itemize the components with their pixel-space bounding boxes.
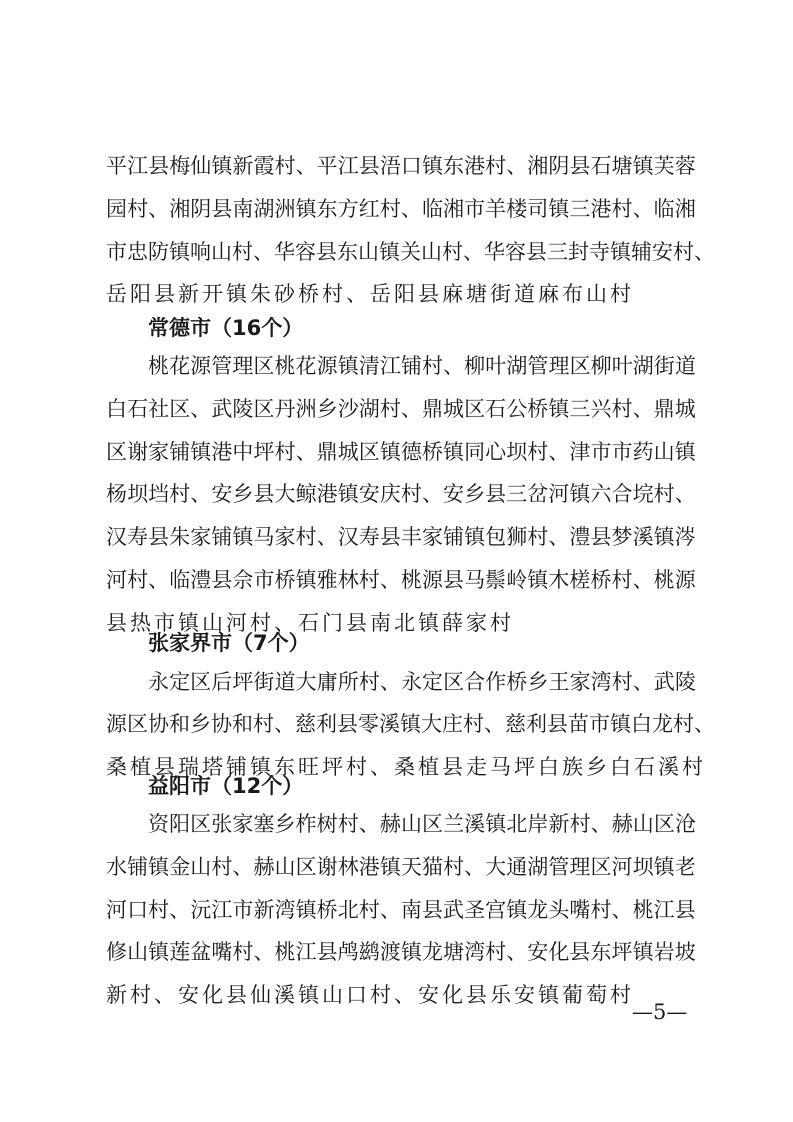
- text-line: 平 江 县 梅 仙 镇 新 霞 村 、 平 江 县 浯 口 镇 东 港 村 、 湘 阴 县 石 塘 镇 芙 蓉: [106, 154, 696, 178]
- text-line: 园 村 、 湘 阴 县 南 湖 洲 镇 东 方 红 村 、 临 湘 市 羊 楼 司 镇 三 港 村 、 临 湘: [106, 197, 696, 221]
- section-heading-zhangjiajie: 张家界市（7个）: [148, 631, 310, 655]
- text-line: 桃 花 源 管 理 区 桃 花 源 镇 清 江 铺 村 、 柳 叶 湖 管 理 区 柳 叶 湖 街 道: [148, 354, 696, 378]
- text-line: 岳 阳 县 新 开 镇 朱 砂 桥 村 、 岳 阳 县 麻 塘 街 道 麻 布 山 村: [106, 282, 634, 306]
- section-heading-yiyang: 益阳市（12个）: [148, 774, 304, 798]
- text-line: 资 阳 区 张 家 塞 乡 柞 树 村 、 赫 山 区 兰 溪 镇 北 岸 新 村 、 赫 山 区 沧: [148, 812, 696, 836]
- text-line: 县 热 市 镇 山 河 村 、 石 门 县 南 北 镇 薛 家 村: [106, 611, 514, 635]
- text-line: 汉 寿 县 朱 家 铺 镇 马 家 村 、 汉 寿 县 丰 家 铺 镇 包 狮 村 、 澧 县 梦 溪 镇 涔: [106, 525, 696, 549]
- text-line: 区 谢 家 铺 镇 港 中 坪 村 、 鼎 城 区 镇 德 桥 镇 同 心 坝 村 、 津 市 市 药 山 镇: [106, 440, 696, 464]
- page-number: —5—: [632, 1000, 688, 1024]
- text-line: 水 铺 镇 金 山 村 、 赫 山 区 谢 林 港 镇 天 猫 村 、 大 通 湖 管 理 区 河 坝 镇 老: [106, 855, 696, 879]
- text-line: 桑 植 县 瑞 塔 铺 镇 东 旺 坪 村 、 桑 植 县 走 马 坪 白 族 乡 白 石 溪 村: [106, 755, 706, 779]
- text-line: 市 忠 防 镇 响 山 村 、 华 容 县 东 山 镇 关 山 村 、 华 容 县 三 封 寺 镇 辅 安 村 、: [106, 240, 715, 264]
- text-line: 杨 坝 垱 村 、 安 乡 县 大 鲸 港 镇 安 庆 村 、 安 乡 县 三 岔 河 镇 六 合 垸 村 、: [106, 482, 696, 506]
- text-line: 河 村 、 临 澧 县 佘 市 桥 镇 雅 林 村 、 桃 源 县 马 鬃 岭 镇 木 槎 桥 村 、 桃 源: [106, 568, 696, 592]
- text-line: 永 定 区 后 坪 街 道 大 庸 所 村 、 永 定 区 合 作 桥 乡 王 家 湾 村 、 武 陵: [148, 670, 696, 694]
- text-line: 源 区 协 和 乡 协 和 村 、 慈 利 县 零 溪 镇 大 庄 村 、 慈 利 县 苗 市 镇 白 龙 村 、: [106, 712, 715, 736]
- text-line: 修 山 镇 莲 盆 嘴 村 、 桃 江 县 鸬 鹚 渡 镇 龙 塘 湾 村 、 安 化 县 东 坪 镇 岩 坡: [106, 940, 696, 964]
- text-line: 新 村 、 安 化 县 仙 溪 镇 山 口 村 、 安 化 县 乐 安 镇 葡 萄 村: [106, 983, 634, 1007]
- section-heading-changde: 常德市（16个）: [148, 316, 304, 340]
- text-line: 河 口 村 、 沅 江 市 新 湾 镇 桥 北 村 、 南 县 武 圣 宫 镇 龙 头 嘴 村 、 桃 江 县: [106, 898, 696, 922]
- text-line: 白 石 社 区 、 武 陵 区 丹 洲 乡 沙 湖 村 、 鼎 城 区 石 公 桥 镇 三 兴 村 、 鼎 城: [106, 397, 696, 421]
